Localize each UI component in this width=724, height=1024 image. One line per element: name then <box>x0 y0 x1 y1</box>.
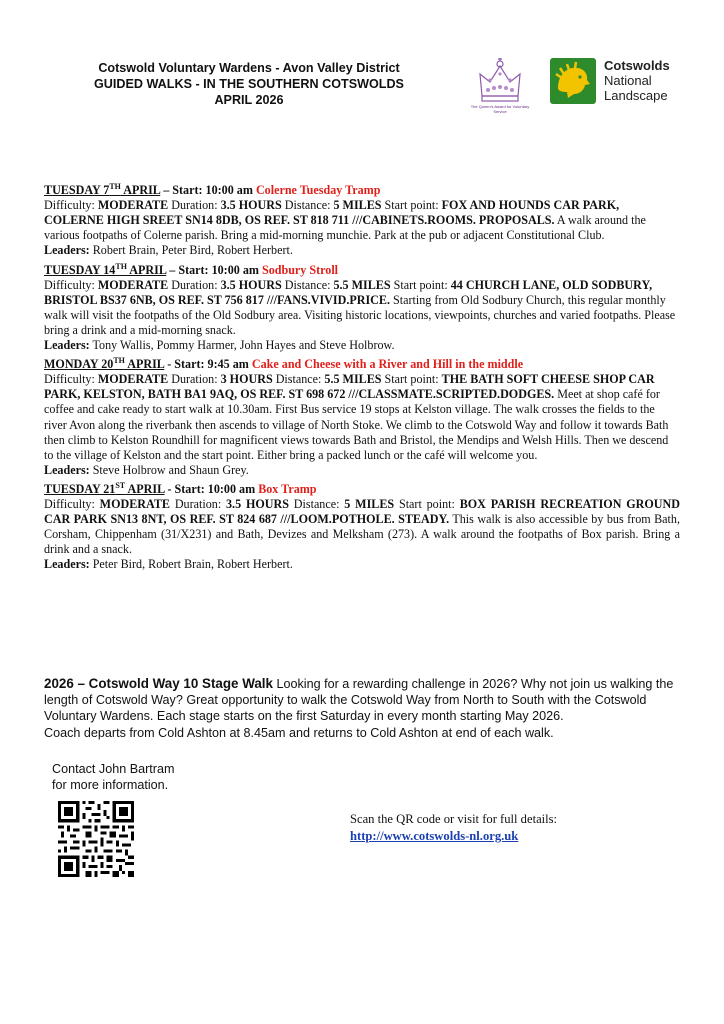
walk-details: Difficulty: MODERATE Duration: 3 HOURS Distance: 5.5 MILES Start point: THE BATH SOFT CHEESE SHOP CAR PARK, KELSTON, BATH BA1 9AQ, OS REF. ST 698 672 ///CLASSMATE.SCRIPTED.DODGES. Meet at shop café for coffee and cake ready to start walk at 10.30am. First Bus service 19 stops at Kelston village. The walk crosses the fields to the river Avon along the riverbank then ascends to village of North Stoke. We climb to the Cotswold Way and follow it towards Bath then climb to Kelston Roundhill for magnificent views towards Bath and Bristol, the Mendips and Welsh Hills. Then we descend to the village of Kelston and the start point. Either bring a packed lunch or the café will welcome you. <box>44 372 669 462</box>
walk-title: TUESDAY 21ST APRIL - Start: 10:00 am Box Tramp <box>44 480 317 496</box>
walk-leaders: Leaders: Tony Wallis, Pommy Harmer, John Hayes and Steve Holbrow. <box>44 338 395 352</box>
cnl-line3: Landscape <box>604 88 668 103</box>
walk-details: Difficulty: MODERATE Duration: 3.5 HOURS Distance: 5 MILES Start point: FOX AND HOUNDS CAR PARK, COLERNE HIGH SREET SN14 8DB, OS REF. ST 818 711 ///CABINETS.ROOMS. PROPOSALS. A walk around the various footpaths of Colerne parish. Bring a mid-morning munchie. Park at the pub or adjacent Constitutional Club. <box>44 198 646 243</box>
crown-icon <box>470 56 530 104</box>
walk-title: TUESDAY 14TH APRIL – Start: 10:00 am Sodbury Stroll <box>44 261 339 277</box>
coach-info: Coach departs from Cold Ashton at 8.45am and returns to Cold Ashton at end of each walk. <box>44 725 554 740</box>
cnl-wordmark <box>604 58 670 103</box>
website-link[interactable]: http://www.cotswolds-nl.org.uk <box>350 829 519 843</box>
header-month: APRIL 2026 <box>214 93 284 107</box>
walk-name: Colerne Tuesday Tramp <box>255 183 381 198</box>
walk-name: Cake and Cheese with a River and Hill in the middle <box>251 357 524 372</box>
walk-details: Difficulty: MODERATE Duration: 3.5 HOURS Distance: 5.5 MILES Start point: 44 CHURCH LANE, OLD SODBURY, BRISTOL BS37 6NB, OS REF. ST 756 817 ///FANS.VIVID.PRICE. Starting from Old Sodbury Church, this regular monthly walk will visit the footpaths of the Old Sodbury area. Visiting historic locations, viewpoints, churches and varied footpaths. Please bring a drink and a mid-morning snack. <box>44 277 676 337</box>
queens-award-caption: The Queen's Award for Voluntary Service <box>470 104 530 114</box>
scan-text: Scan the QR code or visit for full details: <box>350 812 558 826</box>
walk-title: MONDAY 20TH APRIL - Start: 9:45 am Cake and Cheese with a River and Hill in the middle <box>44 356 524 372</box>
header-title: GUIDED WALKS - IN THE SOUTHERN COTSWOLDS <box>94 77 404 91</box>
lion-icon <box>550 58 596 104</box>
cotswold-way-intro: 2026 – Cotswold Way 10 Stage Walk Looking for a rewarding challenge in 2026? Why not join us walking the length of Cotswold Way? Great opportunity to walk the Cotswold Way from North to South with the Cotswold Voluntary Wardens. Each stage starts on the first Saturday in every month starting May 2026. <box>44 676 674 724</box>
header-org: Cotswold Voluntary Wardens - Avon Valley District <box>98 61 400 75</box>
cnl-line1: Cotswolds <box>604 58 670 73</box>
contact-info <box>50 762 175 793</box>
contact-line1: Contact John Bartram <box>52 762 175 776</box>
walk-leaders: Leaders: Robert Brain, Peter Bird, Robert Herbert. <box>44 243 293 258</box>
cotswolds-nl-logo <box>550 58 700 108</box>
page-header <box>44 60 454 108</box>
cnl-line2: National <box>604 73 652 88</box>
walk-details: Difficulty: MODERATE Duration: 3.5 HOURS Distance: 5 MILES Start point: BOX PARISH RECREATION GROUND CAR PARK SN13 8NT, OS REF. ST 824 687 ///LOOM.POTHOLE. STEADY. This walk is also accessible by bus from Bath, Corsham, Chippenham (31/X231) and Bath, Devizes and Melksham (273). A walk around the footpaths of Box parish. Bring a drink and a snack. <box>44 497 680 557</box>
walk-name: Sodbury Stroll <box>261 262 339 277</box>
walk-leaders: Leaders: Peter Bird, Robert Brain, Robert Herbert. <box>44 557 293 572</box>
contact-line2: for more information. <box>52 777 169 792</box>
cotswold-way-heading: 2026 – Cotswold Way 10 Stage Walk <box>44 676 273 691</box>
walk-title: TUESDAY 7TH APRIL – Start: 10:00 am Colerne Tuesday Tramp <box>44 182 381 198</box>
qr-code[interactable] <box>58 801 134 877</box>
walk-name: Box Tramp <box>258 481 317 496</box>
cotswold-way-section <box>44 676 684 741</box>
queens-award-logo <box>470 56 530 120</box>
qr-code-icon <box>58 801 134 877</box>
walks-list <box>44 179 680 572</box>
walk-leaders: Leaders: Steve Holbrow and Shaun Grey. <box>44 462 249 477</box>
scan-info <box>350 811 557 845</box>
